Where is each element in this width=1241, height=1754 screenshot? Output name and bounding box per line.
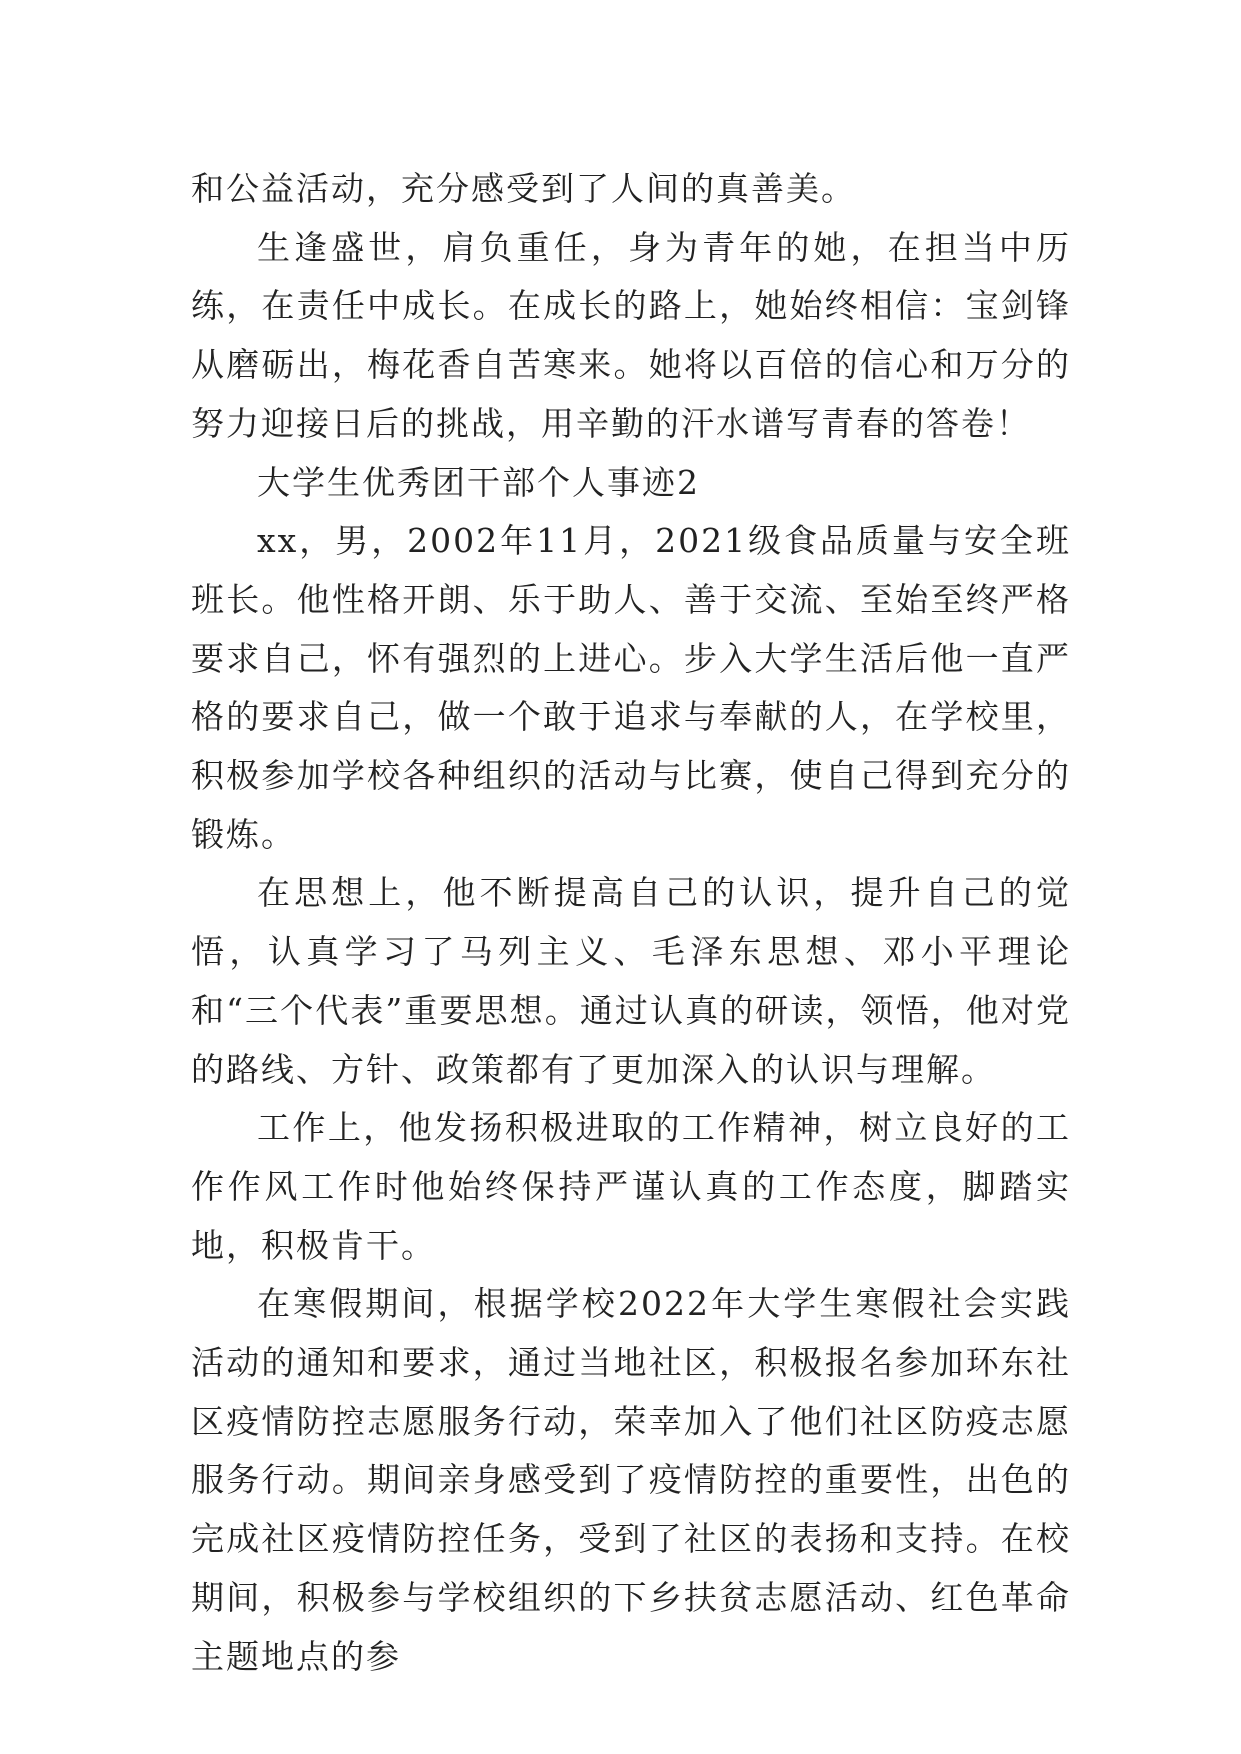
paragraph-continuation: 和公益活动，充分感受到了人间的真善美。 — [191, 169, 856, 208]
paragraph-introduction: xx，男，2002年11月，2021级食品质量与安全班班长。他性格开朗、乐于助人、善于交流、至始至终严格要求自己，怀有强烈的上进心。步入大学生活后他一直严格的要求自己，做一个敢于追求与奉献的人，在学校里，积极参加学校各种组织的活动与比赛，使自己得到充分的锻炼。 — [191, 521, 1071, 854]
paragraph-work: 工作上，他发扬积极进取的工作精神，树立良好的工作作风工作时他始终保持严谨认真的工作态度，脚踏实地，积极肯干。 — [191, 1108, 1071, 1265]
paragraph-volunteer: 在寒假期间，根据学校2022年大学生寒假社会实践活动的通知和要求，通过当地社区，积极报名参加环东社区疫情防控志愿服务行动，荣幸加入了他们社区防疫志愿服务行动。期间亲身感受到了疫情防控的重要性，出色的完成社区疫情防控任务，受到了社区的表扬和支持。在校期间，积极参与学校组织的下乡扶贫志愿活动、红色革命主题地点的参 — [191, 1284, 1071, 1676]
document-body — [191, 160, 1071, 1686]
paragraph-ideology: 在思想上，他不断提高自己的认识，提升自己的觉悟，认真学习了马列主义、毛泽东思想、邓小平理论和“三个代表”重要思想。通过认真的研读，领悟，他对党的路线、方针、政策都有了更加深入的认识与理解。 — [191, 873, 1071, 1089]
paragraph-youth-responsibility: 生逢盛世，肩负重任，身为青年的她，在担当中历练，在责任中成长。在成长的路上，她始终相信：宝剑锋从磨砺出，梅花香自苦寒来。她将以百倍的信心和万分的努力迎接日后的挑战，用辛勤的汗水谱写青春的答卷！ — [191, 227, 1071, 443]
section-heading: 大学生优秀团干部个人事迹2 — [257, 462, 700, 502]
